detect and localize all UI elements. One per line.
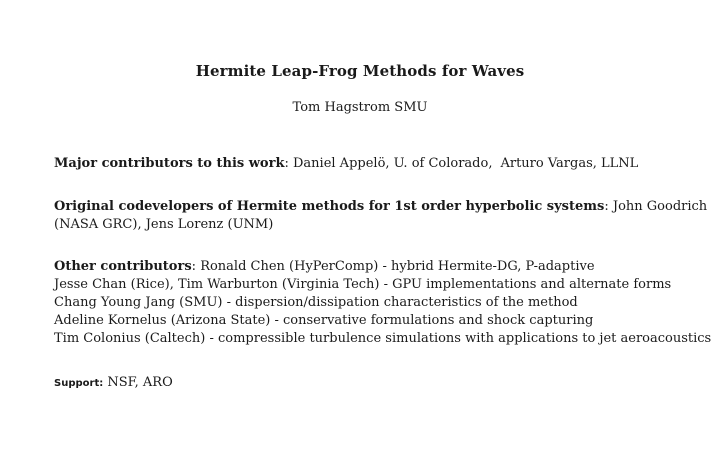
support-text: NSF, ARO [107, 375, 173, 390]
other-first: Ronald Chen (HyPerComp) - hybrid Hermite-DG, P-adaptive [200, 259, 595, 274]
other-line-2: Chang Young Jang (SMU) - dispersion/dissipation characteristics of the method [54, 295, 578, 310]
other-contributors [54, 258, 712, 348]
support-line [54, 374, 674, 393]
original-codevelopers-label: Original codevelopers of Hermite methods for 1st order hyperbolic systems [54, 199, 605, 214]
major-contributors-label: Major contributors to this work [54, 156, 285, 171]
support [54, 374, 674, 393]
other-line-3: Adeline Kornelus (Arizona State) - conservative formulations and shock capturing [54, 313, 594, 328]
other-line-1: Jesse Chan (Rice), Tim Warburton (Virginia Tech) - GPU implementations and alternate forms [54, 277, 672, 292]
other-contributors-label: Other contributors [54, 259, 192, 274]
slide-title: Hermite Leap-Frog Methods for Waves [195, 62, 525, 80]
original-line-2: (NASA GRC), Jens Lorenz (UNM) [54, 217, 274, 232]
other-line-0 [54, 258, 674, 276]
major-contributors-line [54, 155, 674, 173]
major-contributors [54, 155, 674, 173]
major-contributors-text-1: Daniel Appelö, U. of Colorado, [293, 156, 493, 171]
original-text-1: John Goodrich [612, 199, 708, 214]
other-line-4: Tim Colonius (Caltech) - compressible turbulence simulations with applications to jet aeroacoustics [54, 331, 712, 346]
author-line: Tom Hagstrom SMU [292, 100, 428, 115]
support-label: Support: [54, 378, 104, 389]
major-colon: : [284, 156, 289, 171]
major-contributors-text-2: Arturo Vargas, LLNL [500, 156, 639, 171]
original-colon: : [604, 199, 609, 214]
original-line-1 [54, 198, 708, 216]
other-colon: : [191, 259, 197, 274]
original-codevelopers [54, 198, 708, 234]
